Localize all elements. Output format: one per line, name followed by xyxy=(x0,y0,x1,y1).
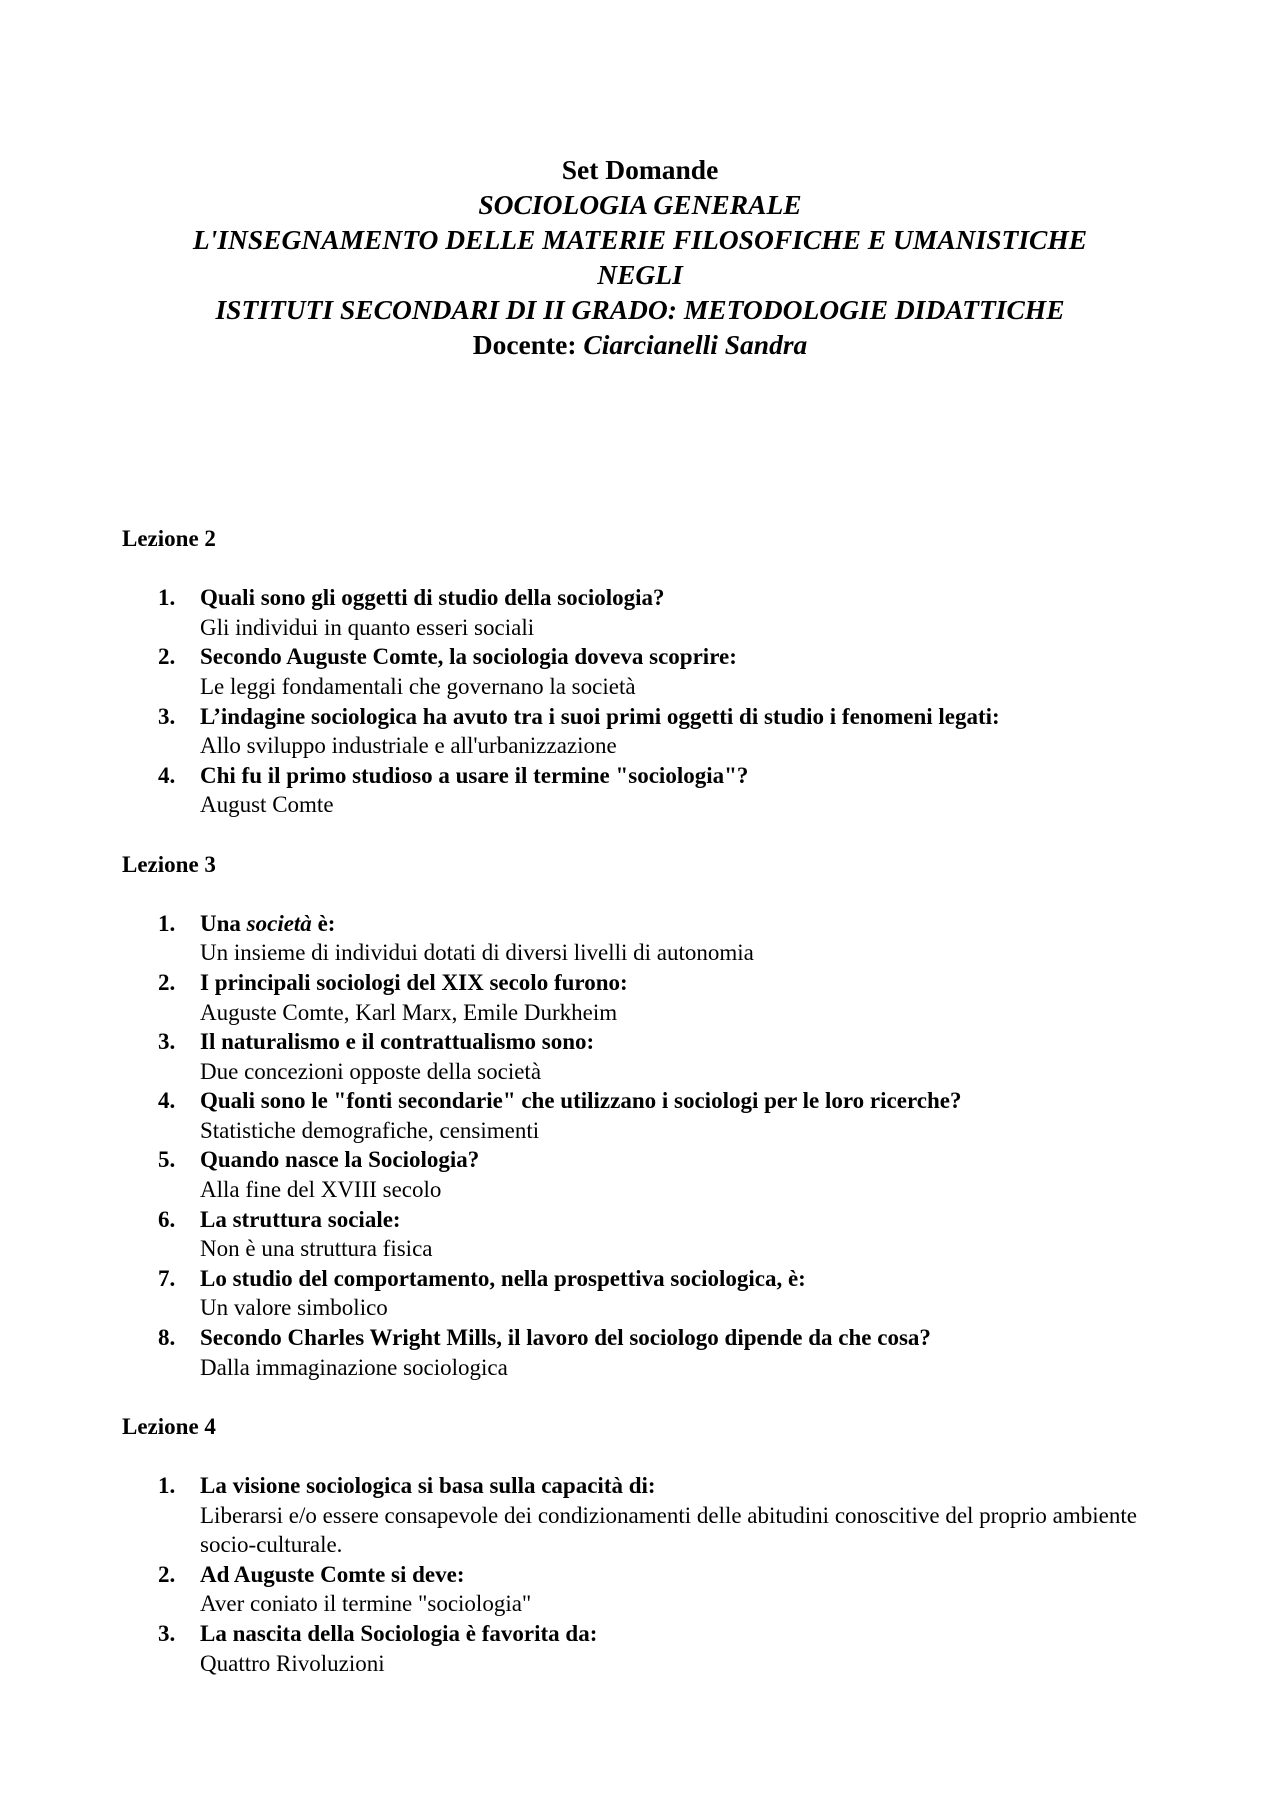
teacher-name: Ciarcianelli Sandra xyxy=(583,329,808,360)
subtitle-line-2: NEGLI xyxy=(597,259,683,290)
answer-text: Alla fine del XVIII secolo xyxy=(200,1177,442,1203)
question-list xyxy=(122,1471,1162,1678)
lesson-section xyxy=(122,524,1162,820)
question-text xyxy=(200,909,1162,939)
answer-text: Gli individui in quanto esseri sociali xyxy=(200,614,535,640)
list-item xyxy=(122,909,1162,968)
answer-text: Dalla immaginazione sociologica xyxy=(200,1354,508,1380)
list-item xyxy=(122,1560,1162,1619)
list-item xyxy=(122,583,1162,642)
list-item xyxy=(122,968,1162,1027)
answer-text: Quattro Rivoluzioni xyxy=(200,1650,385,1676)
list-item xyxy=(122,1471,1162,1560)
question-number: 8. xyxy=(158,1325,176,1351)
list-item xyxy=(122,642,1162,701)
lesson-section xyxy=(122,850,1162,1383)
list-item xyxy=(122,1205,1162,1264)
question-number: 7. xyxy=(158,1265,176,1291)
question-text: L’indagine sociologica ha avuto tra i suoi primi oggetti di studio i fenomeni legati: xyxy=(200,703,1000,729)
question-text: Chi fu il primo studioso a usare il termine "sociologia"? xyxy=(200,762,749,788)
answer-text: Liberarsi e/o essere consapevole dei condizionamenti delle abitudini conoscitive del proprio ambiente socio-culturale. xyxy=(200,1502,1137,1558)
question-number: 3. xyxy=(158,1620,176,1646)
question-text: Quali sono gli oggetti di studio della sociologia? xyxy=(200,585,665,611)
question-text: Secondo Charles Wright Mills, il lavoro del sociologo dipende da che cosa? xyxy=(200,1325,931,1351)
answer-text: Un insieme di individui dotati di diversi livelli di autonomia xyxy=(200,940,754,966)
question-text: Quali sono le "fonti secondarie" che utilizzano i sociologi per le loro ricerche? xyxy=(200,1088,962,1114)
lesson-section xyxy=(122,1412,1162,1678)
question-suffix: è: xyxy=(317,910,336,936)
question-list xyxy=(122,583,1162,820)
question-text: La visione sociologica si basa sulla capacità di: xyxy=(200,1473,656,1498)
answer-text: Le leggi fondamentali che governano la società xyxy=(200,673,636,699)
subtitle-line-1: L'INSEGNAMENTO DELLE MATERIE FILOSOFICHE E UMANISTICHE xyxy=(192,224,1088,255)
lesson-title: Lezione 3 xyxy=(122,851,216,877)
teacher-line xyxy=(0,327,1280,362)
subtitle-line-3: ISTITUTI SECONDARI DI II GRADO: METODOLOGIE DIDATTICHE xyxy=(215,294,1065,325)
answer-text: Statistiche demografiche, censimenti xyxy=(200,1117,540,1143)
question-prefix: Una xyxy=(200,910,241,936)
question-text: Lo studio del comportamento, nella prospettiva sociologica, è: xyxy=(200,1265,806,1291)
document-header xyxy=(0,152,1280,362)
question-number: 6. xyxy=(158,1206,176,1232)
question-text: Ad Auguste Comte si deve: xyxy=(200,1561,465,1587)
question-text: Quando nasce la Sociologia? xyxy=(200,1147,480,1173)
lesson-title: Lezione 2 xyxy=(122,526,216,551)
question-text: I principali sociologi del XIX secolo furono: xyxy=(200,969,628,995)
question-number: 1. xyxy=(158,1473,176,1498)
list-item xyxy=(122,1264,1162,1323)
list-item xyxy=(122,1086,1162,1145)
list-item xyxy=(122,1027,1162,1086)
questions-content xyxy=(122,524,1162,1678)
question-number: 4. xyxy=(158,762,176,788)
question-text: La struttura sociale: xyxy=(200,1206,401,1232)
question-text: Secondo Auguste Comte, la sociologia doveva scoprire: xyxy=(200,644,737,670)
question-number: 2. xyxy=(158,969,176,995)
question-italic-term: società xyxy=(246,910,312,936)
question-text: Il naturalismo e il contrattualismo sono: xyxy=(200,1029,595,1055)
question-list xyxy=(122,909,1162,1383)
document-title: Set Domande xyxy=(561,154,719,185)
answer-text: Allo sviluppo industriale e all'urbanizzazione xyxy=(200,733,617,759)
list-item xyxy=(122,702,1162,761)
question-number: 4. xyxy=(158,1088,176,1114)
question-number: 3. xyxy=(158,703,176,729)
answer-text: Un valore simbolico xyxy=(200,1295,388,1321)
answer-text: Aver coniato il termine "sociologia" xyxy=(200,1591,532,1617)
list-item xyxy=(122,1619,1162,1678)
answer-text: August Comte xyxy=(200,792,334,818)
list-item xyxy=(122,761,1162,820)
course-name: SOCIOLOGIA GENERALE xyxy=(478,189,802,220)
question-number: 5. xyxy=(158,1147,176,1173)
lesson-title: Lezione 4 xyxy=(122,1413,216,1439)
question-number: 2. xyxy=(158,644,176,670)
answer-text: Auguste Comte, Karl Marx, Emile Durkheim xyxy=(200,999,618,1025)
question-number: 3. xyxy=(158,1029,176,1055)
answer-text: Due concezioni opposte della società xyxy=(200,1058,542,1084)
list-item xyxy=(122,1145,1162,1204)
question-number: 1. xyxy=(158,910,176,936)
teacher-label: Docente: xyxy=(472,329,577,360)
answer-text: Non è una struttura fisica xyxy=(200,1236,433,1262)
question-number: 1. xyxy=(158,585,176,611)
list-item xyxy=(122,1323,1162,1382)
question-text: La nascita della Sociologia è favorita da: xyxy=(200,1620,598,1646)
question-number: 2. xyxy=(158,1561,176,1587)
